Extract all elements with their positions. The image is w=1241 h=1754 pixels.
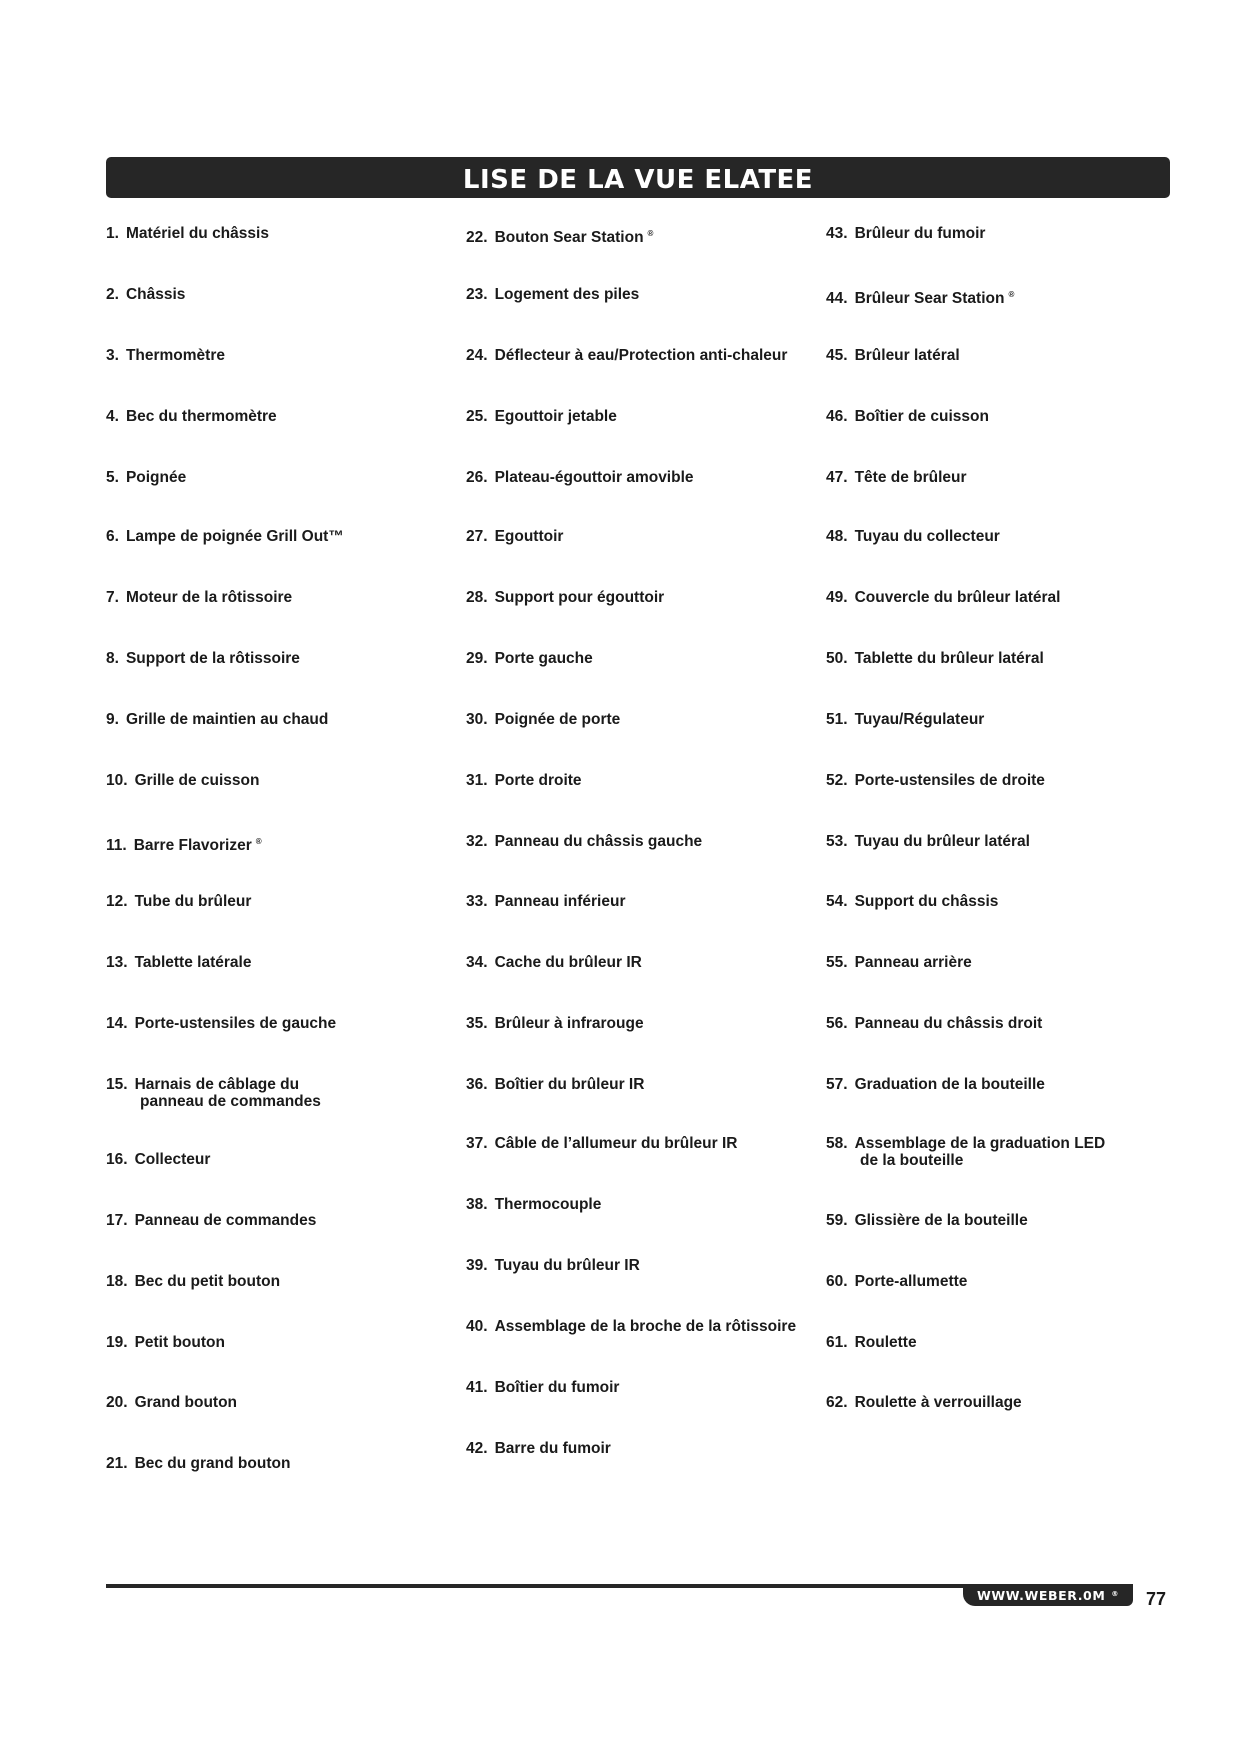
parts-list-item [826,833,1030,850]
parts-list-item [106,650,300,667]
parts-list-item [106,1394,237,1411]
item-label: Déflecteur à eau/Protection anti-chaleur [494,347,788,364]
parts-list-item [826,1394,1022,1411]
parts-list-item [826,1334,917,1351]
item-label: Brûleur à infrarouge [494,1015,644,1032]
item-number: 20. [106,1394,128,1411]
parts-list-item [466,347,787,364]
item-number: 15. [106,1076,128,1093]
item-number: 10. [106,772,128,789]
item-label: Lampe de poignée Grill Out™ [125,528,344,545]
parts-list-item [106,589,292,606]
item-number: 28. [466,589,488,606]
item-label: Assemblage de la graduation LED [854,1135,1106,1152]
parts-list-item [466,1135,737,1152]
item-number: 11. [106,837,127,854]
parts-list-item [826,711,984,728]
item-label: Bec du grand bouton [134,1455,291,1472]
item-number: 54. [826,893,848,910]
item-number: 13. [106,954,128,971]
parts-list-item [466,1440,611,1457]
parts-list-item [826,1076,1045,1093]
parts-list-item [826,286,1014,307]
parts-list-item [106,833,262,854]
item-label: Boîtier du fumoir [494,1379,620,1396]
item-number: 40. [466,1318,488,1335]
item-label: Moteur de la rôtissoire [125,589,293,606]
parts-list-item [466,1015,644,1032]
item-number: 32. [466,833,488,850]
parts-list-item [106,225,269,242]
parts-list-item [106,528,344,545]
item-label: Cache du brûleur IR [494,954,642,971]
item-label: Porte droite [494,772,582,789]
parts-list-item [106,1151,210,1168]
item-number: 58. [826,1135,848,1152]
item-number: 19. [106,1334,128,1351]
item-number: 44. [826,290,848,307]
parts-list-item [106,1015,336,1032]
item-label: Egouttoir [494,528,564,545]
item-number: 12. [106,893,128,910]
item-number: 46. [826,408,848,425]
parts-list-item [466,469,694,486]
item-label: Porte gauche [494,650,593,667]
parts-list-item [466,833,702,850]
item-number: 22. [466,229,488,246]
parts-list-item [826,589,1060,606]
parts-list-item [466,1379,619,1396]
parts-list-item [466,225,653,246]
parts-list-item [106,1076,321,1110]
item-label: Petit bouton [134,1334,225,1351]
item-number: 27. [466,528,488,545]
item-label: Thermocouple [494,1196,602,1213]
item-number: 56. [826,1015,848,1032]
item-number: 38. [466,1196,488,1213]
item-number: 24. [466,347,488,364]
parts-list-item [466,711,620,728]
item-label: Couvercle du brûleur latéral [854,589,1061,606]
item-label: Bouton Sear Station [494,229,644,246]
item-label: Graduation de la bouteille [854,1076,1045,1093]
item-number: 57. [826,1076,848,1093]
registered-mark: ® [1111,1589,1120,1598]
item-label: Tuyau du brûleur IR [494,1257,640,1274]
parts-list-item [466,650,593,667]
item-label: Support du châssis [854,893,999,910]
item-label: Brûleur latéral [854,347,960,364]
item-number: 47. [826,469,848,486]
item-label: Porte-ustensiles de gauche [134,1015,337,1032]
parts-list-item [106,711,328,728]
item-label: Tuyau du brûleur latéral [854,833,1030,850]
registered-mark: ® [255,837,262,846]
parts-list-item [826,1135,1105,1169]
item-number: 39. [466,1257,488,1274]
parts-list-item [466,772,582,789]
item-label: Glissière de la bouteille [854,1212,1028,1229]
item-label: Brûleur du fumoir [854,225,986,242]
item-label: Egouttoir jetable [494,408,617,425]
item-label: Roulette à verrouillage [854,1394,1022,1411]
item-number: 62. [826,1394,848,1411]
item-label: Panneau du châssis droit [854,1015,1043,1032]
parts-list-item [106,1455,290,1472]
item-number: 16. [106,1151,128,1168]
item-label: Câble de l’allumeur du brûleur IR [494,1135,738,1152]
parts-list-item [466,528,563,545]
registered-mark: ® [647,229,654,238]
parts-list-item [826,408,989,425]
item-label: Poignée [125,469,187,486]
item-number: 37. [466,1135,488,1152]
parts-list-item [826,1273,967,1290]
item-number: 45. [826,347,848,364]
parts-list-item [826,347,960,364]
item-label: Grille de cuisson [134,772,260,789]
item-number: 42. [466,1440,488,1457]
item-number: 34. [466,954,488,971]
item-number: 2. [106,286,119,303]
item-label: Support de la rôtissoire [125,650,300,667]
item-number: 21. [106,1455,128,1472]
parts-list-item [826,1212,1028,1229]
parts-list-item [826,1015,1042,1032]
item-number: 59. [826,1212,848,1229]
item-label: Bec du petit bouton [134,1273,281,1290]
item-number: 60. [826,1273,848,1290]
parts-list-item [106,954,251,971]
parts-list-item [106,772,259,789]
parts-list-item [466,1257,640,1274]
parts-list-item [466,286,639,303]
parts-list-item [466,589,664,606]
item-number: 25. [466,408,488,425]
item-number: 8. [106,650,119,667]
item-label: Châssis [125,286,186,303]
item-number: 31. [466,772,488,789]
item-number: 36. [466,1076,488,1093]
item-number: 23. [466,286,488,303]
page-title: LISE DE LA VUE ELATEE [462,164,814,195]
parts-list-item [466,1318,796,1335]
item-number: 61. [826,1334,848,1351]
website-url-text: WWW.WEBER.0M [976,1587,1106,1603]
section-title-bar [106,157,1170,198]
item-label-continued: panneau de commandes [140,1093,321,1110]
item-label: Boîtier du brûleur IR [494,1076,645,1093]
item-label: Panneau du châssis gauche [494,833,703,850]
item-label: Matériel du châssis [125,225,269,242]
parts-list-item [826,528,1000,545]
item-label: Tablette du brûleur latéral [854,650,1044,667]
item-label: Collecteur [134,1151,211,1168]
item-number: 43. [826,225,848,242]
item-number: 9. [106,711,119,728]
parts-list-item [106,1273,280,1290]
item-number: 41. [466,1379,488,1396]
item-number: 50. [826,650,848,667]
parts-list-item [466,408,617,425]
item-number: 49. [826,589,848,606]
item-label: Support pour égouttoir [494,589,665,606]
item-number: 53. [826,833,848,850]
item-number: 1. [106,225,119,242]
item-label: Panneau inférieur [494,893,626,910]
item-label: Tube du brûleur [134,893,252,910]
item-label: Harnais de câblage du [134,1076,300,1093]
item-number: 30. [466,711,488,728]
parts-list-item [466,893,626,910]
item-label: Grand bouton [134,1394,238,1411]
item-label: Tuyau/Régulateur [854,711,985,728]
parts-list-item [106,408,277,425]
item-label: Roulette [854,1334,917,1351]
item-label: Barre du fumoir [494,1440,611,1457]
item-number: 6. [106,528,119,545]
parts-list-item [106,347,225,364]
item-label: Boîtier de cuisson [854,408,989,425]
item-label: Grille de maintien au chaud [125,711,329,728]
item-label: Thermomètre [125,347,225,364]
item-label-continued: de la bouteille [860,1152,964,1169]
registered-mark: ® [1008,290,1015,299]
item-number: 48. [826,528,848,545]
item-number: 4. [106,408,119,425]
parts-list-item [106,1334,225,1351]
item-number: 35. [466,1015,488,1032]
item-number: 17. [106,1212,128,1229]
item-label: Tuyau du collecteur [854,528,1000,545]
parts-list-item [826,225,985,242]
item-label: Brûleur Sear Station [854,290,1005,307]
item-label: Panneau de commandes [134,1212,317,1229]
parts-list-item [826,469,967,486]
item-label: Porte-allumette [854,1273,968,1290]
footer-url-tab [963,1584,1133,1606]
item-number: 51. [826,711,848,728]
parts-list-item [466,1196,601,1213]
item-number: 14. [106,1015,128,1032]
parts-list-item [466,1076,644,1093]
item-number: 18. [106,1273,128,1290]
item-label: Porte-ustensiles de droite [854,772,1045,789]
parts-list-item [826,954,972,971]
parts-list-item [106,469,186,486]
item-label: Tête de brûleur [854,469,967,486]
parts-list-item [826,650,1044,667]
page-number: 77 [1146,1589,1167,1609]
item-label: Poignée de porte [494,711,621,728]
item-number: 26. [466,469,488,486]
item-label: Logement des piles [494,286,640,303]
parts-list-item [826,893,998,910]
item-number: 3. [106,347,119,364]
parts-list-item [106,286,185,303]
item-label: Barre Flavorizer [133,837,252,854]
item-number: 55. [826,954,848,971]
item-label: Tablette latérale [134,954,252,971]
item-number: 29. [466,650,488,667]
parts-list-item [826,772,1045,789]
parts-list-item [106,1212,316,1229]
parts-list-item [106,893,251,910]
item-number: 5. [106,469,119,486]
item-number: 7. [106,589,119,606]
item-number: 52. [826,772,848,789]
item-label: Assemblage de la broche de la rôtissoire [494,1318,797,1335]
website-url [977,1588,1119,1603]
item-label: Bec du thermomètre [125,408,277,425]
item-label: Panneau arrière [854,954,972,971]
item-number: 33. [466,893,488,910]
item-label: Plateau-égouttoir amovible [494,469,694,486]
parts-list-item [466,954,642,971]
